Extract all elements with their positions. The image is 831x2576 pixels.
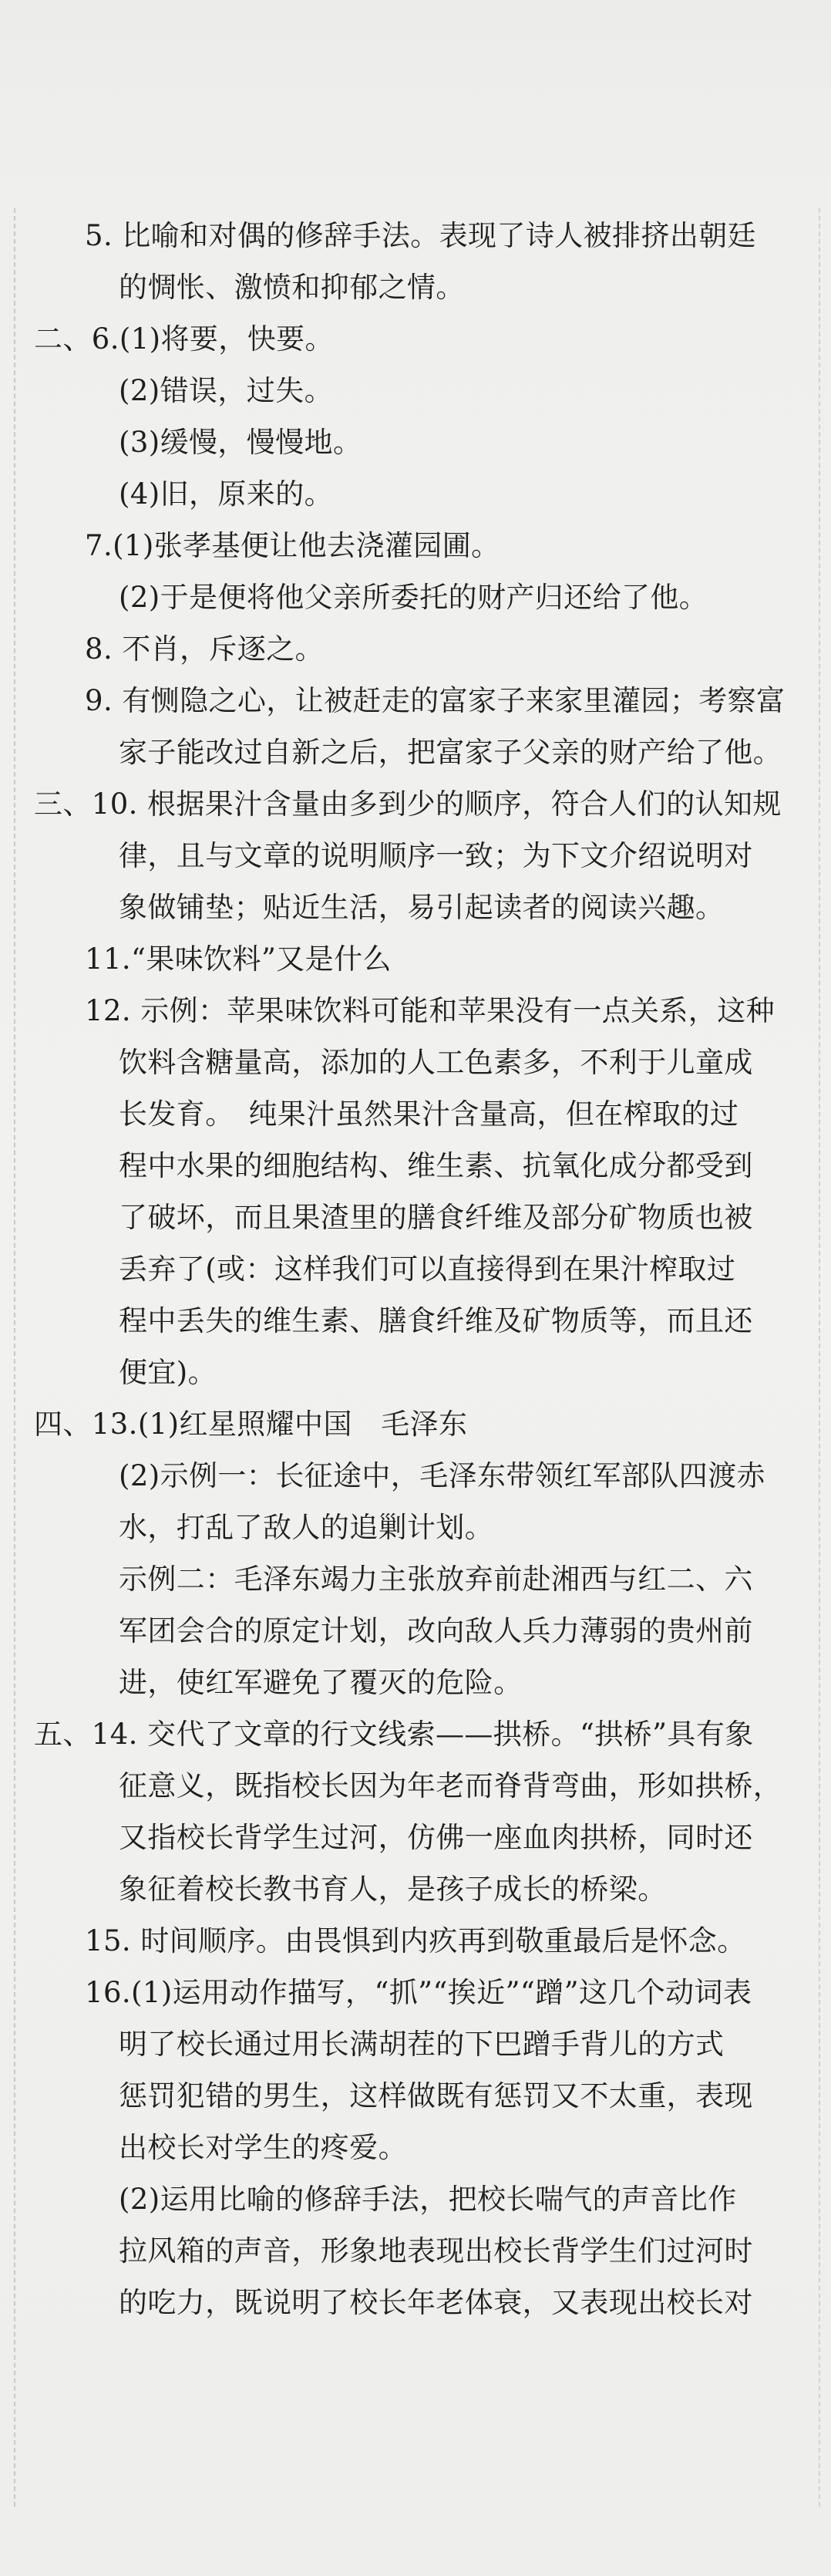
answer-line: 惩罚犯错的男生，这样做既有惩罚又不太重，表现: [119, 2079, 753, 2112]
answer-line: 丢弃了(或：这样我们可以直接得到在果汁榨取过: [119, 1253, 736, 1286]
answer-line: 家子能改过自新之后，把富家子父亲的财产给了他。: [119, 736, 782, 769]
answer-line: 便宜)。: [119, 1356, 217, 1389]
answer-line: 拉风箱的声音，形象地表现出校长背学生们过河时: [119, 2234, 753, 2267]
answer-line: 8. 不肖，斥逐之。: [85, 632, 325, 666]
answer-line: 律，且与文章的说明顺序一致；为下文介绍说明对: [119, 839, 753, 872]
answer-line: 9. 有恻隐之心，让被赶走的富家子来家里灌园；考察富: [85, 684, 786, 717]
answer-line: 16.(1)运用动作描写，“抓”“挨近”“蹭”这几个动词表: [85, 1976, 752, 2009]
answer-line: (3)缓慢，慢慢地。: [119, 426, 362, 459]
answer-line: 12. 示例：苹果味饮料可能和苹果没有一点关系，这种: [85, 994, 775, 1027]
answer-line: (2)示例一：长征途中，毛泽东带领红军部队四渡赤: [119, 1459, 766, 1492]
answer-line: 三、10. 根据果汁含量由多到少的顺序，符合人们的认知规: [34, 787, 782, 821]
answer-text-block: [0, 210, 831, 2328]
answer-line: 出校长对学生的疼爱。: [119, 2131, 407, 2164]
answer-line: 了破坏，而且果渣里的膳食纤维及部分矿物质也被: [119, 1201, 753, 1234]
answer-line: 的吃力，既说明了校长年老体衰，又表现出校长对: [119, 2286, 753, 2319]
answer-line: 又指校长背学生过河，仿佛一座血肉拱桥，同时还: [119, 1821, 753, 1854]
answer-line: 饮料含糖量高，添加的人工色素多，不利于儿童成: [119, 1046, 753, 1079]
answer-line: 军团会合的原定计划，改向敌人兵力薄弱的贵州前: [119, 1614, 753, 1647]
answer-line: (2)运用比喻的修辞手法，把校长喘气的声音比作: [119, 2183, 737, 2216]
answer-line: (2)于是便将他父亲所委托的财产归还给了他。: [119, 581, 708, 614]
answer-line: 明了校长通过用长满胡茬的下巴蹭手背儿的方式: [119, 2028, 725, 2061]
answer-line: 二、6.(1)将要，快要。: [34, 322, 334, 356]
answer-line: (4)旧，原来的。: [119, 477, 334, 511]
answer-line: 15. 时间顺序。由畏惧到内疚再到敬重最后是怀念。: [85, 1924, 746, 1957]
answer-line: 示例二：毛泽东竭力主张放弃前赴湘西与红二、六: [119, 1563, 753, 1596]
answer-line: 四、13.(1)红星照耀中国 毛泽东: [34, 1408, 468, 1441]
answer-line: 进，使红军避免了覆灭的危险。: [119, 1666, 523, 1699]
answer-line: 程中水果的细胞结构、维生素、抗氧化成分都受到: [119, 1149, 753, 1182]
answer-line: 水，打乱了敌人的追剿计划。: [119, 1511, 494, 1544]
answer-line: 象做铺垫；贴近生活，易引起读者的阅读兴趣。: [119, 891, 725, 924]
answer-line: 11.“果味饮料”又是什么: [85, 942, 392, 976]
answer-line: 征意义，既指校长因为年老而脊背弯曲，形如拱桥，: [119, 1769, 782, 1802]
answer-line: (2)错误，过失。: [119, 374, 334, 407]
answer-line: 象征着校长教书育人，是孩子成长的桥梁。: [119, 1873, 667, 1906]
answer-line: 的惆怅、激愤和抑郁之情。: [119, 271, 465, 304]
answer-line: 7.(1)张孝基便让他去浇灌园圃。: [85, 529, 500, 562]
answer-line: 五、14. 交代了文章的行文线索——拱桥。“拱桥”具有象: [34, 1718, 754, 1751]
answer-line: 长发育。 纯果汁虽然果汁含量高，但在榨取的过: [119, 1097, 739, 1131]
answer-line: 5. 比喻和对偶的修辞手法。表现了诗人被排挤出朝廷: [85, 219, 757, 252]
answer-line: 程中丢失的维生素、膳食纤维及矿物质等，而且还: [119, 1304, 753, 1337]
